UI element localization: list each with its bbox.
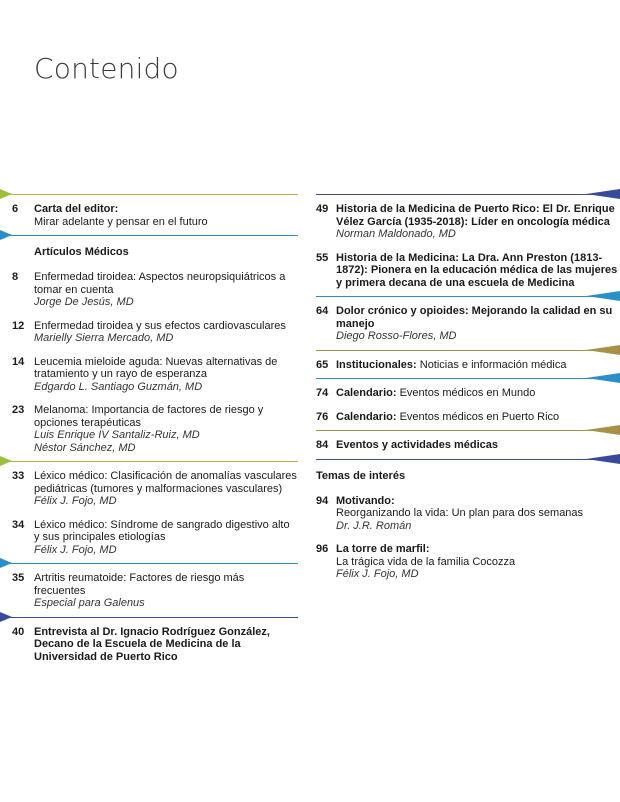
- entry-title: Léxico médico: Clasificación de anomalías vasculares pediátricas (tumores y malformaciones vasculares): [34, 470, 297, 495]
- toc-entry[interactable]: [316, 299, 620, 348]
- toc-entry[interactable]: [316, 489, 620, 538]
- entry-title: Carta del editor:: [34, 203, 119, 215]
- entry-author: Jorge De Jesús, MD: [34, 296, 134, 308]
- entry-title: La torre de marfil:: [336, 543, 430, 555]
- entry-author: Norman Maldonado, MD: [336, 228, 456, 240]
- toc-entry[interactable]: [316, 433, 620, 457]
- divider: [0, 617, 298, 618]
- page-number: 84: [316, 439, 329, 451]
- entry-title: Melanoma: Importancia de factores de riesgo y opciones terapéuticas: [34, 404, 264, 429]
- right-column: [316, 192, 620, 586]
- page-number: 12: [12, 319, 25, 332]
- page-number: 65: [316, 358, 329, 371]
- divider: [316, 430, 620, 431]
- page-number: 35: [12, 572, 25, 584]
- entry-title: Historia de la Medicina: La Dra. Ann Preston (1813-1872): Pionera en la educación médica de las mujeres y primera decana de una escuela de Medicina: [336, 251, 618, 289]
- divider: [316, 459, 620, 460]
- entry-subtitle: Reorganizando la vida: Un plan para dos semanas: [336, 507, 584, 519]
- divider: [316, 350, 620, 351]
- entry-title: Historia de la Medicina de Puerto Rico: El Dr. Enrique Vélez García (1935-2018): Líder en oncología médica: [336, 203, 615, 228]
- entry-title: Enfermedad tiroidea y sus efectos cardiovasculares: [34, 319, 286, 332]
- section-heading: Artículos Médicos: [34, 246, 129, 258]
- entry-author: Dr. J.R. Román: [336, 519, 412, 532]
- page-number: 96: [316, 543, 329, 555]
- divider: [316, 194, 620, 195]
- entry-author: Félix J. Fojo, MD: [34, 495, 117, 507]
- entry-author: Diego Rosso-Flores, MD: [336, 330, 457, 342]
- page-number: 23: [12, 404, 25, 416]
- page-number: 94: [316, 494, 329, 507]
- divider: [0, 194, 298, 195]
- toc-entry[interactable]: [316, 353, 620, 377]
- toc-entry[interactable]: [0, 513, 298, 562]
- entry-author: Marielly Sierra Mercado, MD: [34, 332, 174, 344]
- page-number: 76: [316, 410, 329, 423]
- entry-subtitle: Mirar adelante y pensar en el futuro: [34, 215, 208, 228]
- page-number: 49: [316, 203, 329, 215]
- divider: [316, 296, 620, 297]
- toc-entry[interactable]: [316, 405, 620, 429]
- divider: [0, 461, 298, 462]
- toc-entry[interactable]: [0, 265, 298, 314]
- divider: [316, 378, 620, 379]
- entry-title: Eventos y actividades médicas: [336, 439, 499, 451]
- entry-title: Motivando:: [336, 494, 395, 507]
- left-column: [0, 192, 298, 668]
- entry-title: Entrevista al Dr. Ignacio Rodríguez González, Decano de la Escuela de Medicina de la Universidad de Puerto Rico: [34, 625, 270, 663]
- toc-entry-editor[interactable]: [0, 197, 298, 233]
- divider: [0, 563, 298, 564]
- page-number: 6: [12, 203, 19, 215]
- entry-title: Dolor crónico y opioides: Mejorando la calidad en su manejo: [336, 305, 613, 330]
- page-title: Contenido: [34, 52, 179, 85]
- entry-subtitle: Noticias e información médica: [419, 358, 567, 371]
- entry-author: Edgardo L. Santiago Guzmán, MD: [34, 380, 203, 393]
- page-number: 33: [12, 470, 25, 482]
- page-number: 40: [12, 625, 25, 638]
- toc-entry[interactable]: [316, 246, 620, 295]
- entry-title: Enfermedad tiroidea: Aspectos neuropsiquiátricos a tomar en cuenta: [34, 271, 286, 296]
- toc-entry[interactable]: [316, 381, 620, 405]
- entry-title: Leucemia mieloide aguda: Nuevas alternativas de tratamiento y un rayo de esperanza: [34, 355, 278, 380]
- entry-subtitle: Eventos médicos en Puerto Rico: [399, 410, 560, 423]
- entry-title: Calendario:: [336, 410, 397, 423]
- entry-subtitle: La trágica vida de la familia Cocozza: [336, 555, 516, 568]
- page-number: 64: [316, 305, 329, 317]
- entry-author: Especial para Galenus: [34, 597, 145, 609]
- entry-title: Léxico médico: Síndrome de sangrado digestivo alto y sus principales etiologías: [34, 518, 290, 543]
- entry-author: Luis Enrique IV Santaliz-Ruiz, MD: [34, 429, 200, 441]
- page-number: 74: [316, 387, 329, 399]
- entry-title: Artritis reumatoide: Factores de riesgo más frecuentes: [34, 572, 245, 597]
- page-number: 14: [12, 355, 25, 368]
- section-heading: Temas de interés: [316, 469, 406, 482]
- entry-subtitle: Eventos médicos en Mundo: [399, 387, 536, 399]
- entry-author: Félix J. Fojo, MD: [34, 543, 117, 556]
- toc-entry[interactable]: [0, 464, 298, 513]
- entry-title: Institucionales:: [336, 358, 417, 371]
- toc-entry[interactable]: [0, 314, 298, 350]
- page-number: 8: [12, 271, 19, 283]
- entry-author: Néstor Sánchez, MD: [34, 441, 136, 454]
- toc-entry[interactable]: [0, 620, 298, 669]
- page-number: 55: [316, 251, 329, 264]
- divider: [0, 235, 298, 236]
- toc-entry[interactable]: [0, 398, 298, 459]
- toc-entry[interactable]: [316, 197, 620, 246]
- toc-entry[interactable]: [316, 537, 620, 586]
- toc-entry[interactable]: [0, 566, 298, 615]
- entry-author: Félix J. Fojo, MD: [336, 568, 419, 580]
- toc-entry[interactable]: [0, 350, 298, 399]
- page-number: 34: [12, 518, 25, 531]
- entry-title: Calendario:: [336, 387, 397, 399]
